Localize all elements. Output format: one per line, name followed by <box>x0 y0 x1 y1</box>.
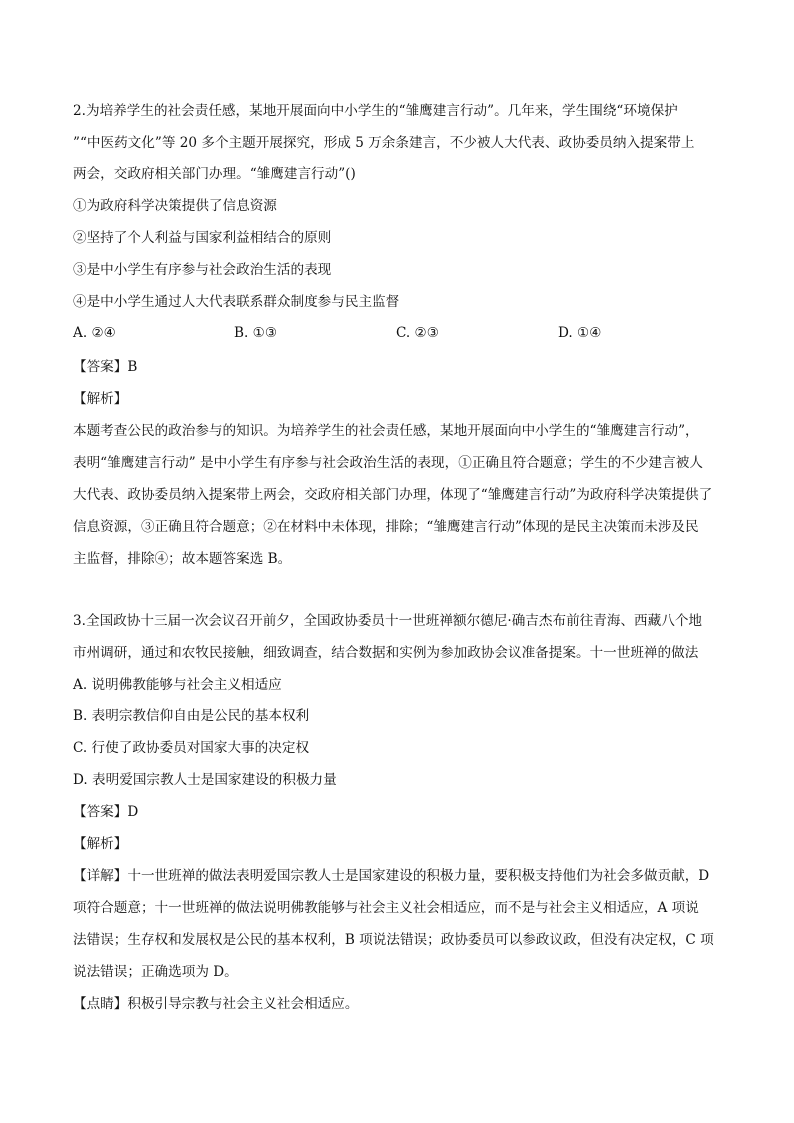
q2-statement-1: ①为政府科学决策提供了信息资源 <box>73 198 277 214</box>
q2-option-b: B. ①③ <box>234 325 278 341</box>
q3-analysis-label: 【解析】 <box>73 836 128 852</box>
q3-option-d: D. 表明爱国宗教人士是国家建设的积极力量 <box>73 772 337 788</box>
q3-stem-line-2: 市州调研，通过和农牧民接触，细致调查，结合数据和实例为参加政协会议准备提案。十一世班禅的做法 <box>73 645 699 661</box>
q3-detail-line-1: 【详解】十一世班禅的做法表明爱国宗教人士是国家建设的积极力量，要积极支持他们为社会多做贡献，D <box>73 868 710 884</box>
q2-analysis-line-3: 大代表、政协委员纳入提案带上两会，交政府相关部门办理，体现了“雏鹰建言行动”为政府科学决策提供了 <box>73 487 713 503</box>
q3-option-c: C. 行使了政协委员对国家大事的决定权 <box>73 740 310 756</box>
q2-stem-line-2: ”“中医药文化”等 20 多个主题开展探究，形成 5 万余条建言，不少被人大代表、政协委员纳入提案带上 <box>73 135 695 151</box>
q2-analysis-label: 【解析】 <box>73 391 128 407</box>
q2-statement-4: ④是中小学生通过人大代表联系群众制度参与民主监督 <box>73 294 400 310</box>
q2-option-a: A. ②④ <box>73 325 116 341</box>
q2-option-c: C. ②③ <box>396 325 439 341</box>
q3-detail-line-3: 法错误；生存权和发展权是公民的基本权利，B 项说法错误；政协委员可以参政议政，但没有决定权，C 项 <box>73 932 714 948</box>
q2-analysis-line-5: 主监督，排除④；故本题答案选 B。 <box>73 551 292 567</box>
q2-statement-2: ②坚持了个人利益与国家利益相结合的原则 <box>73 230 332 246</box>
q3-option-b: B. 表明宗教信仰自由是公民的基本权利 <box>73 708 310 724</box>
q2-answer: 【答案】B <box>73 359 138 375</box>
q2-analysis-line-2: 表明“雏鹰建言行动” 是中小学生有序参与社会政治生活的表现，①正确且符合题意；学生的不少建言被人 <box>73 455 703 471</box>
q2-analysis-line-4: 信息资源，③正确且符合题意；②在材料中未体现，排除；“雏鹰建言行动”体现的是民主决策而未涉及民 <box>73 519 699 535</box>
q3-stem-line-1: 3.全国政协十三届一次会议召开前夕，全国政协委员十一世班禅额尔德尼·确吉杰布前往青海、西藏八个地 <box>73 613 703 629</box>
q3-tip: 【点睛】积极引导宗教与社会主义社会相适应。 <box>73 996 359 1012</box>
q2-options <box>73 325 723 345</box>
q2-stem-line-3: 两会，交政府相关部门办理。“雏鹰建言行动”() <box>73 166 356 182</box>
q3-detail-line-2: 项符合题意；十一世班禅的做法说明佛教能够与社会主义社会相适应，而不是与社会主义相适应，A 项说 <box>73 900 699 916</box>
q3-detail-line-4: 说法错误；正确选项为 D。 <box>73 964 238 980</box>
q2-stem-line-1: 2.为培养学生的社会责任感，某地开展面向中小学生的“雏鹰建言行动”。几年来，学生围绕“环境保护 <box>73 103 678 119</box>
q2-option-d: D. ①④ <box>558 325 602 341</box>
q2-statement-3: ③是中小学生有序参与社会政治生活的表现 <box>73 262 332 278</box>
q3-answer: 【答案】D <box>73 804 139 820</box>
q2-analysis-line-1: 本题考查公民的政治参与的知识。为培养学生的社会责任感，某地开展面向中小学生的“雏鹰建言行动”， <box>73 423 699 439</box>
q3-option-a: A. 说明佛教能够与社会主义相适应 <box>73 677 282 693</box>
